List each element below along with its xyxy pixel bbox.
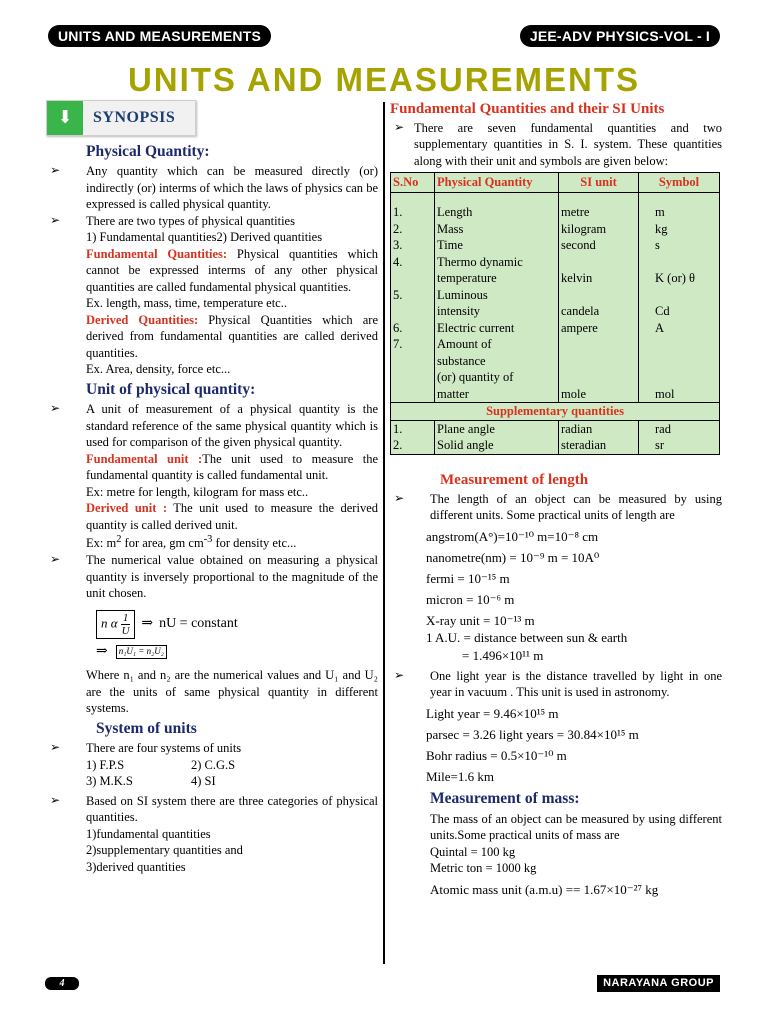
header-book-label: JEE-ADV PHYSICS-VOL - I bbox=[520, 25, 720, 47]
table-spacer-row bbox=[391, 192, 720, 204]
si-cell bbox=[391, 303, 435, 320]
formula-proportionality bbox=[46, 610, 378, 639]
bullet-seven-quantities: ➢ There are seven fundamental quantities and two supplementary quantities in S. I. system. These quantities along with their unit and symbols are given below: bbox=[390, 120, 722, 170]
si-cell: kilogram bbox=[559, 221, 639, 238]
si-cell bbox=[391, 353, 435, 370]
fq-example: Ex. length, mass, time, temperature etc.. bbox=[86, 296, 287, 311]
parsec-value: parsec = 3.26 light years = 30.84×10¹⁵ m bbox=[426, 726, 639, 742]
mass-quintal: Quintal = 100 kg bbox=[430, 844, 516, 859]
si-cell bbox=[639, 336, 720, 353]
si-cell: metre bbox=[559, 204, 639, 221]
si-cell: 2. bbox=[391, 221, 435, 238]
si-cell: K (or) θ bbox=[639, 270, 720, 287]
supp-row bbox=[391, 420, 720, 437]
table-header-row: S.No Physical Quantity SI unit Symbol bbox=[391, 173, 720, 193]
implies-arrow-2: ⇒ bbox=[96, 643, 108, 659]
si-cell bbox=[391, 369, 435, 386]
length-fermi: fermi = 10⁻¹⁵ m bbox=[426, 570, 510, 586]
supp-cell: radian bbox=[559, 420, 639, 437]
fu-label: Fundamental unit : bbox=[86, 451, 203, 466]
fu-example: Ex: metre for length, kilogram for mass etc.. bbox=[86, 484, 309, 499]
si-cell bbox=[559, 336, 639, 353]
supplementary-header-row bbox=[391, 403, 720, 421]
bullet-si-categories: ➢ Based on SI system there are three categories of physical quantities. bbox=[46, 793, 378, 826]
si-row bbox=[391, 254, 720, 271]
formula-box-equality: n₁U₁ = n₂U₂ bbox=[116, 645, 167, 659]
si-table-body bbox=[391, 192, 720, 454]
du-text: The unit used to measure the derived quantity is called derived unit. bbox=[86, 501, 378, 532]
synopsis-label: SYNOPSIS bbox=[93, 109, 176, 127]
category-3: 3)derived quantities bbox=[86, 859, 186, 874]
si-cell: temperature bbox=[435, 270, 559, 287]
si-cell: ampere bbox=[559, 320, 639, 337]
si-row bbox=[391, 221, 720, 238]
supp-cell: 2. bbox=[391, 437, 435, 454]
bullet-length-units: ➢ The length of an object can be measured by using different units. Some practical units of length are bbox=[390, 491, 722, 524]
category-1: 1)fundamental quantities bbox=[86, 826, 211, 841]
si-cell bbox=[559, 287, 639, 304]
si-cell: 6. bbox=[391, 320, 435, 337]
mass-units-list bbox=[390, 844, 722, 898]
length-angstrom: angstrom(A°)=10⁻¹⁰ m=10⁻⁸ cm bbox=[426, 528, 599, 544]
para-derived-quantities bbox=[46, 312, 378, 362]
implies-arrow: ⇒ bbox=[141, 615, 154, 631]
si-cell: 1. bbox=[391, 204, 435, 221]
si-cell: 7. bbox=[391, 336, 435, 353]
mass-intro: The mass of an object can be measured by using different units.Some practical units of mass are bbox=[430, 811, 722, 843]
si-cell: 3. bbox=[391, 237, 435, 254]
heading-fundamental-si: Fundamental Quantities and their SI Units bbox=[390, 101, 665, 117]
astronomy-units-list bbox=[390, 705, 722, 786]
heading-measurement-length: Measurement of length bbox=[440, 471, 589, 488]
si-cell: Amount of bbox=[435, 336, 559, 353]
si-cell: kelvin bbox=[559, 270, 639, 287]
where-explanation: Where n₁ and n₂ are the numerical values and U₁ and U₂ are the units of same physical quantity in different systems. bbox=[86, 668, 378, 716]
si-cell: mol bbox=[639, 386, 720, 403]
si-cell bbox=[391, 270, 435, 287]
synopsis-badge bbox=[46, 100, 196, 136]
si-cell: A bbox=[639, 320, 720, 337]
si-cell bbox=[559, 369, 639, 386]
pq-types-list: 1) Fundamental quantities2) Derived quantities bbox=[86, 230, 323, 245]
length-xray: X-ray unit = 10⁻¹³ m bbox=[426, 613, 535, 629]
length-nanometre: nanometre(nm) = 10⁻⁹ m = 10A⁰ bbox=[426, 549, 600, 565]
heading-measurement-mass: Measurement of mass: bbox=[430, 790, 580, 808]
si-row bbox=[391, 303, 720, 320]
fu-text: The unit used to measure the fundamental quantity is called fundamental unit. bbox=[86, 451, 378, 483]
dq-text: Physical Quantities which are derived from fundamental quantities are called derived quantities. bbox=[86, 312, 379, 360]
si-row bbox=[391, 336, 720, 353]
page-title: UNITS AND MEASUREMENTS bbox=[127, 61, 641, 98]
systems-row-2: 3) M.K.S 4) SI bbox=[86, 774, 216, 789]
si-cell: intensity bbox=[435, 303, 559, 320]
si-cell: m bbox=[639, 204, 720, 221]
bohr-radius-value: Bohr radius = 0.5×10⁻¹⁰ m bbox=[426, 748, 567, 763]
du-example: Ex: $m^2$ for area, gm $cm^{-3}$ for density etc... bbox=[86, 534, 297, 551]
mass-metric-ton: Metric ton = 1000 kg bbox=[430, 861, 537, 876]
si-cell: Thermo dynamic bbox=[435, 254, 559, 271]
si-row bbox=[391, 204, 720, 221]
bullet-pq-types: ➢ There are two types of physical quantities bbox=[46, 213, 378, 230]
si-cell bbox=[639, 254, 720, 271]
si-row bbox=[391, 270, 720, 287]
si-cell: Length bbox=[435, 204, 559, 221]
si-row bbox=[391, 353, 720, 370]
bullet-light-year: ➢ One light year is the distance travelled by light in one year in vacuum . This unit is used in astronomy. bbox=[390, 668, 722, 701]
length-au-1: 1 A.U. = distance between sun & earth bbox=[426, 630, 628, 646]
para-fundamental-unit bbox=[46, 451, 378, 484]
bullet-inverse-proportion: ➢ The numerical value obtained on measuring a physical quantity is inversely proportional to the magnitude of the unit chosen. bbox=[46, 552, 378, 602]
para-fundamental-quantities bbox=[46, 246, 378, 296]
supp-cell: Solid angle bbox=[435, 437, 559, 454]
left-column bbox=[46, 100, 378, 875]
heading-system-of-units: System of units bbox=[96, 719, 197, 737]
si-cell: kg bbox=[639, 221, 720, 238]
category-2: 2)supplementary quantities and bbox=[86, 843, 243, 858]
si-cell bbox=[559, 353, 639, 370]
formula-box-proportion: n α $\frac{1}{U}$ bbox=[96, 610, 135, 639]
formula-equality bbox=[46, 643, 378, 661]
para-derived-unit bbox=[46, 500, 378, 533]
fq-text: Physical quantities which cannot be expressed interms of any other physical quantities are called fundamental physical quantities. bbox=[86, 246, 379, 294]
si-cell: second bbox=[559, 237, 639, 254]
heading-unit: Unit of physical quantity: bbox=[86, 380, 256, 398]
light-year-value: Light year = 9.46×10¹⁵ m bbox=[426, 705, 559, 721]
si-cell: Cd bbox=[639, 303, 720, 320]
bullet-pq-definition: ➢ Any quantity which can be measured directly (or) indirectly (or) interms of which the laws of physics can be expressed is called physical quantity. bbox=[46, 163, 378, 213]
si-cell: 4. bbox=[391, 254, 435, 271]
si-cell: Luminous bbox=[435, 287, 559, 304]
dq-example: Ex. Area, density, force etc... bbox=[86, 362, 231, 377]
supplementary-label: Supplementary quantities bbox=[391, 403, 720, 421]
si-cell: Mass bbox=[435, 221, 559, 238]
du-label: Derived unit : bbox=[86, 501, 167, 516]
systems-row-1: 1) F.P.S 2) C.G.S bbox=[86, 757, 236, 772]
footer-brand: NARAYANA GROUP bbox=[597, 975, 720, 992]
page-number: 4 bbox=[45, 977, 79, 990]
supp-row bbox=[391, 437, 720, 454]
supp-cell: sr bbox=[639, 437, 720, 454]
si-row bbox=[391, 287, 720, 304]
formula-constant: nU = constant bbox=[159, 615, 238, 631]
header-chapter-label: UNITS AND MEASUREMENTS bbox=[48, 25, 271, 47]
length-au-2: = 1.496×10¹¹ m bbox=[462, 647, 544, 663]
si-cell bbox=[639, 353, 720, 370]
dq-label: Derived Quantities: bbox=[86, 312, 199, 327]
fq-label: Fundamental Quantities: bbox=[86, 246, 228, 261]
supp-cell: 1. bbox=[391, 420, 435, 437]
si-cell: s bbox=[639, 237, 720, 254]
si-cell: mole bbox=[559, 386, 639, 403]
mass-amu: Atomic mass unit (a.m.u) == 1.67×10⁻²⁷ kg bbox=[430, 881, 659, 897]
heading-physical-quantity: Physical Quantity: bbox=[86, 143, 210, 160]
supp-cell: steradian bbox=[559, 437, 639, 454]
down-arrow-icon: ⬇ bbox=[47, 101, 83, 135]
supp-cell: Plane angle bbox=[435, 420, 559, 437]
si-cell: 5. bbox=[391, 287, 435, 304]
si-cell: Time bbox=[435, 237, 559, 254]
column-divider bbox=[383, 102, 385, 964]
supp-cell: rad bbox=[639, 420, 720, 437]
mile-value: Mile=1.6 km bbox=[426, 769, 494, 785]
si-cell: substance bbox=[435, 353, 559, 370]
bullet-four-systems: ➢ There are four systems of units bbox=[46, 740, 378, 757]
right-column bbox=[390, 100, 722, 902]
bullet-unit-definition: ➢ A unit of measurement of a physical quantity is the standard reference of the same physical quantity which is used for comparison of the given physical quantity. bbox=[46, 401, 378, 451]
si-cell bbox=[639, 287, 720, 304]
si-cell: (or) quantity of bbox=[435, 369, 559, 386]
si-row bbox=[391, 237, 720, 254]
si-cell: matter bbox=[435, 386, 559, 403]
si-cell bbox=[391, 386, 435, 403]
length-micron: micron = 10⁻⁶ m bbox=[426, 592, 515, 608]
si-cell: candela bbox=[559, 303, 639, 320]
si-row bbox=[391, 320, 720, 337]
length-units-list bbox=[390, 528, 722, 664]
si-row bbox=[391, 386, 720, 403]
si-units-table bbox=[390, 172, 720, 455]
si-cell: Electric current bbox=[435, 320, 559, 337]
si-row bbox=[391, 369, 720, 386]
si-cell bbox=[559, 254, 639, 271]
si-cell bbox=[639, 369, 720, 386]
